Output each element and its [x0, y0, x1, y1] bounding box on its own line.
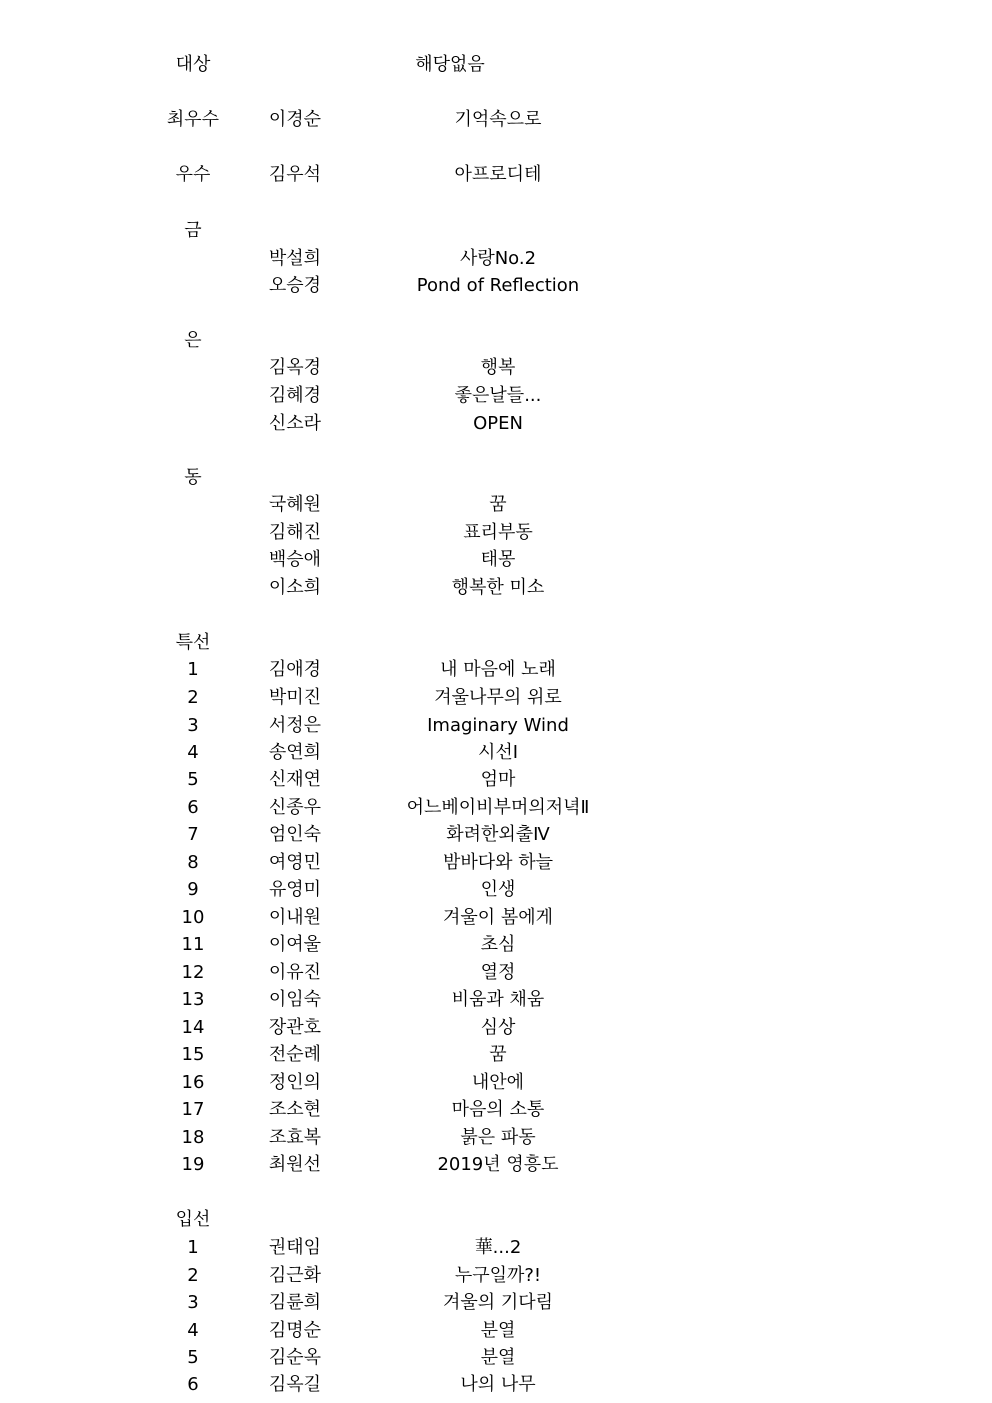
- winner-name: 전순례: [268, 1044, 322, 1065]
- table-row: [0, 739, 992, 767]
- work-title: 아프로디테: [454, 164, 542, 185]
- table-row: [0, 382, 992, 410]
- table-row: [0, 1069, 992, 1097]
- work-title: 나의 나무: [460, 1374, 536, 1395]
- entry-number: 18: [181, 1127, 205, 1148]
- table-row: [0, 1041, 992, 1069]
- winner-name: 김순옥: [268, 1347, 322, 1368]
- category-label: 최우수: [166, 109, 220, 130]
- entry-number: 12: [181, 962, 205, 983]
- table-row: [0, 245, 992, 273]
- winner-name: 권태임: [268, 1237, 322, 1258]
- category-label: 특선: [175, 632, 211, 653]
- category-label: 입선: [175, 1209, 211, 1230]
- work-title: 어느베이비부머의저녁Ⅱ: [406, 797, 590, 818]
- winner-name: 오승경: [268, 275, 322, 296]
- table-row: [0, 766, 992, 794]
- work-title: 분열: [480, 1320, 516, 1341]
- table-row: [0, 1096, 992, 1124]
- winner-name: 김근화: [268, 1265, 322, 1286]
- work-title: 내안에: [471, 1072, 525, 1093]
- winner-name: 이유진: [268, 962, 322, 983]
- entry-number: 16: [181, 1072, 205, 1093]
- table-row: [0, 1371, 992, 1399]
- entry-number: 11: [181, 934, 205, 955]
- entry-number: 3: [187, 715, 199, 736]
- winner-name: 김옥경: [268, 357, 322, 378]
- grand-prize-value: 해당없음: [415, 54, 485, 75]
- work-title: 겨울이 봄에게: [442, 907, 554, 928]
- work-title: 2019년 영흥도: [437, 1154, 559, 1175]
- table-row: [0, 1234, 992, 1262]
- category-label: 우수: [175, 164, 211, 185]
- entry-number: 2: [187, 1265, 199, 1286]
- table-row: [0, 931, 992, 959]
- winner-name: 이여울: [268, 934, 322, 955]
- work-title: 엄마: [480, 769, 516, 790]
- winner-name: 이임숙: [268, 989, 322, 1010]
- work-title: 華...2: [474, 1237, 522, 1258]
- winner-name: 서정은: [268, 715, 322, 736]
- entry-number: 5: [187, 769, 199, 790]
- table-row: [0, 959, 992, 987]
- table-row: [0, 794, 992, 822]
- winner-name: 김애경: [268, 659, 322, 680]
- winner-name: 김륜희: [268, 1292, 322, 1313]
- winner-name: 이경순: [268, 109, 322, 130]
- table-row: [0, 574, 992, 602]
- work-title: 화려한외출Ⅳ: [446, 824, 550, 845]
- table-row: [0, 656, 992, 684]
- work-title: 분열: [480, 1347, 516, 1368]
- entry-number: 14: [181, 1017, 205, 1038]
- winner-name: 이소희: [268, 577, 322, 598]
- excellence-row: [0, 161, 992, 189]
- table-row: [0, 876, 992, 904]
- bronze-heading: [0, 464, 992, 492]
- entry-number: 1: [187, 659, 199, 680]
- work-title: Imaginary Wind: [427, 715, 569, 736]
- table-row: [0, 1124, 992, 1152]
- entry-number: 3: [187, 1292, 199, 1313]
- winner-name: 신소라: [268, 413, 322, 434]
- entry-number: 17: [181, 1099, 205, 1120]
- entry-number: 4: [187, 742, 199, 763]
- table-row: [0, 1262, 992, 1290]
- winner-name: 박설희: [268, 248, 322, 269]
- work-title: 마음의 소통: [451, 1099, 545, 1120]
- work-title: 꿈: [489, 1044, 507, 1065]
- winner-name: 유영미: [268, 879, 322, 900]
- winner-name: 김해진: [268, 522, 322, 543]
- work-title: 표리부동: [463, 522, 533, 543]
- entry-number: 6: [187, 797, 199, 818]
- table-row: [0, 491, 992, 519]
- entry-number: 15: [181, 1044, 205, 1065]
- category-label: 금: [184, 220, 202, 241]
- winner-name: 장관호: [268, 1017, 322, 1038]
- work-title: 심상: [480, 1017, 516, 1038]
- special-heading: [0, 629, 992, 657]
- winner-name: 조소현: [268, 1099, 322, 1120]
- winner-name: 여영민: [268, 852, 322, 873]
- winner-name: 최원선: [268, 1154, 322, 1175]
- table-row: [0, 1317, 992, 1345]
- winner-name: 조효복: [268, 1127, 322, 1148]
- winner-name: 송연희: [268, 742, 322, 763]
- entry-number: 10: [181, 907, 205, 928]
- table-row: [0, 519, 992, 547]
- table-row: [0, 1014, 992, 1042]
- winner-name: 엄인숙: [268, 824, 322, 845]
- entry-number: 7: [187, 824, 199, 845]
- category-label: 은: [184, 330, 202, 351]
- work-title: OPEN: [473, 413, 523, 434]
- winner-name: 국혜원: [268, 494, 322, 515]
- table-row: [0, 354, 992, 382]
- category-label: 대상: [175, 54, 211, 75]
- entry-number: 5: [187, 1347, 199, 1368]
- table-row: [0, 849, 992, 877]
- table-row: [0, 1289, 992, 1317]
- winner-name: 김옥길: [268, 1374, 322, 1395]
- winner-name: 박미진: [268, 687, 322, 708]
- table-row: [0, 546, 992, 574]
- work-title: 좋은날들...: [454, 385, 542, 406]
- entry-number: 2: [187, 687, 199, 708]
- table-row: [0, 712, 992, 740]
- table-row: [0, 1344, 992, 1372]
- work-title: 열정: [480, 962, 516, 983]
- work-title: 행복: [480, 357, 516, 378]
- work-title: 겨울의 기다림: [442, 1292, 554, 1313]
- work-title: 내 마음에 노래: [440, 659, 556, 680]
- winner-name: 신종우: [268, 797, 322, 818]
- table-row: [0, 904, 992, 932]
- work-title: Pond of Reflection: [416, 275, 580, 296]
- winner-name: 김혜경: [268, 385, 322, 406]
- entry-number: 6: [187, 1374, 199, 1395]
- excellence-top-row: [0, 106, 992, 134]
- table-row: [0, 1151, 992, 1179]
- winner-name: 김우석: [268, 164, 322, 185]
- entry-number: 1: [187, 1237, 199, 1258]
- entry-number: 4: [187, 1320, 199, 1341]
- table-row: [0, 410, 992, 438]
- work-title: 시선Ⅰ: [477, 742, 519, 763]
- selected-heading: [0, 1206, 992, 1234]
- table-row: [0, 986, 992, 1014]
- work-title: 초심: [480, 934, 516, 955]
- work-title: 태몽: [480, 549, 516, 570]
- work-title: 사랑No.2: [459, 248, 537, 269]
- work-title: 꿈: [489, 494, 507, 515]
- work-title: 겨울나무의 위로: [434, 687, 562, 708]
- work-title: 밤바다와 하늘: [442, 852, 554, 873]
- gold-heading: [0, 217, 992, 245]
- entry-number: 9: [187, 879, 199, 900]
- winner-name: 신재연: [268, 769, 322, 790]
- winner-name: 이내원: [268, 907, 322, 928]
- table-row: [0, 272, 992, 300]
- category-label: 동: [184, 467, 202, 488]
- entry-number: 13: [181, 989, 205, 1010]
- work-title: 기억속으로: [454, 109, 542, 130]
- silver-heading: [0, 327, 992, 355]
- work-title: 비움과 채움: [451, 989, 545, 1010]
- winner-name: 김명순: [268, 1320, 322, 1341]
- entry-number: 19: [181, 1154, 205, 1175]
- winner-name: 정인의: [268, 1072, 322, 1093]
- winner-name: 백승애: [268, 549, 322, 570]
- work-title: 행복한 미소: [451, 577, 545, 598]
- work-title: 누구일까?!: [454, 1265, 542, 1286]
- work-title: 붉은 파동: [460, 1127, 536, 1148]
- table-row: [0, 684, 992, 712]
- work-title: 인생: [480, 879, 516, 900]
- entry-number: 8: [187, 852, 199, 873]
- table-row: [0, 821, 992, 849]
- grand-prize-row: [0, 51, 992, 79]
